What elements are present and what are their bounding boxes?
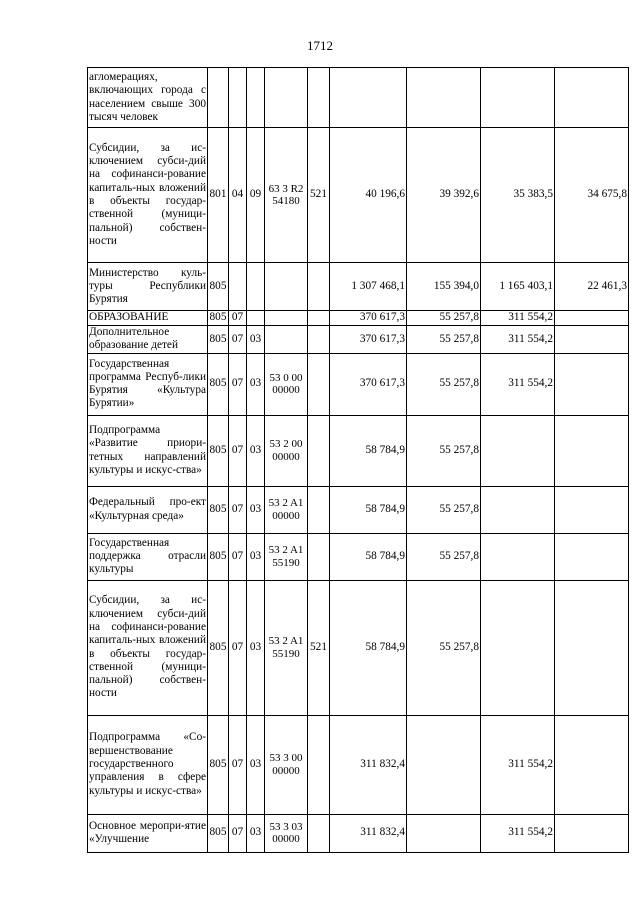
- amount-other: [555, 353, 629, 415]
- expense-type: [308, 68, 330, 128]
- table-row: [88, 814, 629, 852]
- subsection-code: 03: [247, 814, 265, 852]
- ministry-code: 805: [208, 263, 229, 311]
- subsection-code: 09: [247, 128, 265, 263]
- row-name: Дополнительное образование детей: [88, 326, 208, 354]
- section-code: 07: [229, 486, 247, 533]
- expense-type: 521: [308, 128, 330, 263]
- subsection-code: 03: [247, 353, 265, 415]
- table-row: [88, 326, 629, 354]
- row-name: Субсидии, за ис-ключением субси-дий на софинанси-рование капиталь-ных вложений в объекты государ-ственной (муници-пальной) собствен-ности: [88, 128, 208, 263]
- row-name: Основное меропри-ятие «Улучшение: [88, 814, 208, 852]
- expense-type: [308, 533, 330, 580]
- table-row: [88, 128, 629, 263]
- ministry-code: 805: [208, 814, 229, 852]
- table-row: [88, 580, 629, 715]
- subsection-code: 03: [247, 486, 265, 533]
- ministry-code: 805: [208, 486, 229, 533]
- amount-total: 370 617,3: [330, 353, 407, 415]
- expense-type: [308, 311, 330, 326]
- amount-republic: [481, 533, 555, 580]
- target-article: 53 2 A1 00000: [265, 486, 308, 533]
- row-name: Государственная поддержка отрасли культуры: [88, 533, 208, 580]
- section-code: 04: [229, 128, 247, 263]
- section-code: 07: [229, 533, 247, 580]
- target-article: 53 3 03 00000: [265, 814, 308, 852]
- amount-federal: 55 257,8: [407, 486, 481, 533]
- amount-other: [555, 68, 629, 128]
- subsection-code: 03: [247, 415, 265, 486]
- row-name: агломерациях, включающих города с населением свыше 300 тысяч человек: [88, 68, 208, 128]
- amount-federal: 55 257,8: [407, 353, 481, 415]
- amount-republic: 311 554,2: [481, 814, 555, 852]
- target-article: 53 2 A1 55190: [265, 533, 308, 580]
- amount-federal: 55 257,8: [407, 311, 481, 326]
- target-article: 53 3 00 00000: [265, 715, 308, 814]
- table-row: [88, 486, 629, 533]
- amount-total: 58 784,9: [330, 580, 407, 715]
- section-code: 07: [229, 814, 247, 852]
- target-article: 53 2 00 00000: [265, 415, 308, 486]
- table-row: [88, 415, 629, 486]
- ministry-code: 805: [208, 533, 229, 580]
- page-number: 1712: [307, 38, 333, 53]
- section-code: [229, 68, 247, 128]
- amount-republic: [481, 68, 555, 128]
- amount-republic: 311 554,2: [481, 353, 555, 415]
- amount-other: [555, 326, 629, 354]
- amount-federal: 55 257,8: [407, 326, 481, 354]
- amount-republic: 35 383,5: [481, 128, 555, 263]
- ministry-code: 805: [208, 326, 229, 354]
- subsection-code: [247, 263, 265, 311]
- section-code: 07: [229, 580, 247, 715]
- table-row: [88, 68, 629, 128]
- expense-type: [308, 263, 330, 311]
- subsection-code: 03: [247, 715, 265, 814]
- section-code: 07: [229, 353, 247, 415]
- amount-total: 58 784,9: [330, 486, 407, 533]
- target-article: [265, 311, 308, 326]
- amount-other: [555, 415, 629, 486]
- section-code: 07: [229, 326, 247, 354]
- target-article: 53 2 A1 55190: [265, 580, 308, 715]
- target-article: 63 3 R2 54180: [265, 128, 308, 263]
- ministry-code: 805: [208, 353, 229, 415]
- amount-republic: [481, 486, 555, 533]
- target-article: 53 0 00 00000: [265, 353, 308, 415]
- row-name: Государственная программа Респуб-лики Бурятия «Культура Бурятии»: [88, 353, 208, 415]
- ministry-code: 805: [208, 311, 229, 326]
- amount-total: 311 832,4: [330, 814, 407, 852]
- amount-federal: 55 257,8: [407, 580, 481, 715]
- budget-table: [87, 67, 629, 853]
- amount-other: [555, 533, 629, 580]
- subsection-code: [247, 68, 265, 128]
- amount-republic: 1 165 403,1: [481, 263, 555, 311]
- amount-other: [555, 311, 629, 326]
- amount-other: [555, 814, 629, 852]
- amount-other: [555, 486, 629, 533]
- amount-total: 40 196,6: [330, 128, 407, 263]
- expense-type: [308, 353, 330, 415]
- section-code: [229, 263, 247, 311]
- expense-type: [308, 715, 330, 814]
- table-row: [88, 263, 629, 311]
- table-row: [88, 715, 629, 814]
- row-name: Субсидии, за ис-ключением субси-дий на софинанси-рование капиталь-ных вложений в объекты государ-ственной (муници-пальной) собствен-ности: [88, 580, 208, 715]
- section-code: 07: [229, 415, 247, 486]
- row-name: Федеральный про-ект «Культурная среда»: [88, 486, 208, 533]
- amount-other: 34 675,8: [555, 128, 629, 263]
- amount-total: 370 617,3: [330, 326, 407, 354]
- expense-type: [308, 486, 330, 533]
- row-name: Подпрограмма «Со-вершенствование государственного управления в сфере культуры и искус-ства»: [88, 715, 208, 814]
- amount-federal: [407, 715, 481, 814]
- amount-total: 311 832,4: [330, 715, 407, 814]
- amount-other: 22 461,3: [555, 263, 629, 311]
- amount-republic: 311 554,2: [481, 311, 555, 326]
- subsection-code: 03: [247, 326, 265, 354]
- amount-total: 1 307 468,1: [330, 263, 407, 311]
- target-article: [265, 68, 308, 128]
- amount-republic: [481, 415, 555, 486]
- amount-total: 370 617,3: [330, 311, 407, 326]
- amount-total: 58 784,9: [330, 533, 407, 580]
- amount-republic: 311 554,2: [481, 326, 555, 354]
- amount-republic: [481, 580, 555, 715]
- target-article: [265, 263, 308, 311]
- amount-federal: 55 257,8: [407, 415, 481, 486]
- amount-federal: [407, 814, 481, 852]
- amount-total: 58 784,9: [330, 415, 407, 486]
- expense-type: [308, 326, 330, 354]
- table-row: [88, 533, 629, 580]
- subsection-code: [247, 311, 265, 326]
- ministry-code: 805: [208, 580, 229, 715]
- amount-federal: [407, 68, 481, 128]
- section-code: 07: [229, 311, 247, 326]
- ministry-code: 801: [208, 128, 229, 263]
- amount-federal: 55 257,8: [407, 533, 481, 580]
- amount-federal: 155 394,0: [407, 263, 481, 311]
- section-code: 07: [229, 715, 247, 814]
- amount-total: [330, 68, 407, 128]
- table-row: [88, 353, 629, 415]
- expense-type: [308, 814, 330, 852]
- table-row: [88, 311, 629, 326]
- expense-type: 521: [308, 580, 330, 715]
- subsection-code: 03: [247, 580, 265, 715]
- row-name: Подпрограмма «Развитие приори-тетных направлений культуры и искус-ства»: [88, 415, 208, 486]
- amount-other: [555, 580, 629, 715]
- ministry-code: 805: [208, 715, 229, 814]
- amount-federal: 39 392,6: [407, 128, 481, 263]
- amount-other: [555, 715, 629, 814]
- expense-type: [308, 415, 330, 486]
- ministry-code: [208, 68, 229, 128]
- row-name: ОБРАЗОВАНИЕ: [88, 311, 208, 326]
- ministry-code: 805: [208, 415, 229, 486]
- subsection-code: 03: [247, 533, 265, 580]
- amount-republic: 311 554,2: [481, 715, 555, 814]
- target-article: [265, 326, 308, 354]
- row-name: Министерство куль-туры Республики Бурятия: [88, 263, 208, 311]
